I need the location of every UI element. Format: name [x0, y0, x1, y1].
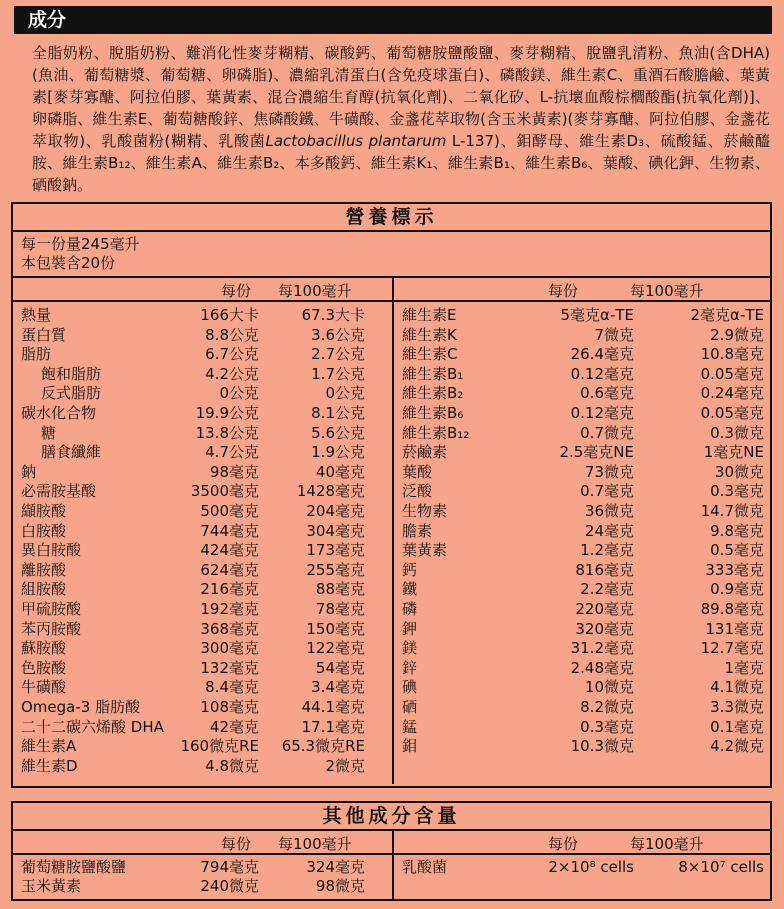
nutrition-left-per-serving: 8.8公克 [205, 325, 259, 344]
nutrition-left-per-100ml: 44.1毫克 [301, 698, 365, 716]
nutrition-right-per-100ml: 0.1毫克 [710, 717, 764, 736]
other-right-row [394, 858, 772, 877]
nutrition-right-per-serving: 24毫克 [584, 521, 634, 540]
nutrition-right-per-100ml: 0.3微克 [710, 423, 764, 442]
other-left-per-100ml: 324毫克 [306, 858, 365, 876]
nutrition-left-per-serving: 368毫克 [200, 619, 259, 638]
nutrition-right-per-serving: 7微克 [594, 325, 634, 344]
nutrition-left-per-serving: 192毫克 [200, 600, 259, 618]
nutrition-left-per-serving: 19.9公克 [195, 404, 259, 422]
other-left-row [13, 877, 391, 896]
nutrition-right-per-100ml: 12.7毫克 [700, 639, 764, 658]
nutrition-facts-table [11, 202, 772, 788]
nutrition-left-name: Omega-3 脂肪酸 [21, 698, 141, 716]
nutrition-left-per-100ml: 54毫克 [315, 658, 365, 677]
nutrition-left-name: 碳水化合物 [21, 404, 97, 422]
other-left-per-100ml: 98微克 [315, 877, 365, 895]
nutrition-left-row [13, 502, 391, 521]
col-per-serving-right: 每份 [548, 282, 579, 300]
nutrition-left-row [13, 639, 391, 658]
nutrition-right-per-100ml: 0.3毫克 [710, 482, 764, 501]
ingredients-part-2: L-137)、鉬酵母、維生素D₃、硫酸錳、菸鹼醯胺、維生素B₁₂、維生素A、維生素B₂、本多酸鈣、維生素K₁、維生素B₁、維生素B₆、葉酸、碘化鉀、生物素、硒酸鈉。 [32, 132, 770, 194]
nutrition-right-per-serving: 10.3微克 [570, 737, 634, 756]
other-col-per-100-right: 每100毫升 [630, 835, 704, 853]
other-column-header [13, 831, 770, 855]
nutrition-left-row [13, 326, 391, 345]
nutrition-left-per-serving: 42毫克 [209, 717, 259, 736]
nutrition-right-per-100ml: 131毫克 [705, 619, 764, 638]
nutrition-left-row [13, 541, 391, 560]
nutrition-right-per-serving: 73微克 [584, 462, 634, 481]
nutrition-left-row [13, 659, 391, 678]
nutrition-left-per-100ml: 5.6公克 [311, 423, 365, 442]
nutrition-left-row [13, 561, 391, 580]
nutrition-left-name: 蘇胺酸 [21, 639, 67, 658]
servings-per-pack: 本包裝含20份 [21, 254, 116, 272]
nutrition-left-per-100ml: 122毫克 [306, 639, 365, 658]
nutrition-left-name: 白胺酸 [21, 521, 67, 540]
nutrition-left-per-serving: 160微克RE [180, 737, 259, 756]
col-per-100-left: 每100毫升 [278, 282, 352, 300]
nutrition-left-per-100ml: 3.4毫克 [311, 678, 365, 697]
nutrition-right-per-serving: 31.2毫克 [570, 639, 634, 658]
nutrition-left-per-serving: 216毫克 [200, 580, 259, 599]
nutrition-right-per-100ml: 0.9毫克 [710, 580, 764, 599]
nutrition-left-per-serving: 6.7公克 [205, 345, 259, 364]
nutrition-right-row [394, 482, 772, 501]
other-right-per-serving: 2×10⁸ cells [548, 858, 634, 876]
nutrition-right-per-serving: 10微克 [584, 678, 634, 697]
nutrition-right-row [394, 718, 772, 737]
nutrition-right-name: 維生素B₂ [402, 384, 464, 403]
nutrition-left-per-serving: 166大卡 [200, 306, 259, 324]
nutrition-left-per-serving: 8.4毫克 [205, 678, 259, 697]
nutrition-left-per-100ml: 150毫克 [306, 619, 365, 638]
nutrition-left-row [13, 600, 391, 619]
nutrition-left-per-100ml: 40毫克 [315, 462, 365, 481]
other-components-table [11, 801, 772, 901]
nutrition-right-per-serving: 1.2毫克 [580, 541, 634, 560]
nutrition-left-name: 脂肪 [21, 345, 52, 364]
other-left-name: 葡萄糖胺鹽酸鹽 [21, 858, 127, 876]
nutrition-right-row [394, 443, 772, 462]
nutrition-left-name: 蛋白質 [21, 325, 67, 344]
nutrition-left-per-serving: 300毫克 [200, 639, 259, 658]
nutrition-right-row [394, 463, 772, 482]
nutrition-left-per-100ml: 1428毫克 [296, 482, 365, 501]
nutrition-right-per-100ml: 2毫克α-TE [690, 306, 764, 324]
nutrition-right-per-100ml: 1毫克 [724, 658, 764, 677]
nutrition-left-row [13, 580, 391, 599]
nutrition-right-name: 維生素C [402, 345, 458, 364]
nutrition-left-per-serving: 132毫克 [200, 658, 259, 677]
nutrition-right-row [394, 522, 772, 541]
nutrition-left-per-serving: 4.2公克 [205, 364, 259, 383]
nutrition-left-name: 糖 [41, 423, 57, 442]
nutrition-left-per-serving: 500毫克 [200, 502, 259, 520]
nutrition-left-row [13, 424, 391, 443]
nutrition-right-per-100ml: 4.2微克 [710, 737, 764, 756]
nutrition-left-name: 維生素D [21, 756, 78, 775]
nutrition-right-per-serving: 220毫克 [575, 600, 634, 618]
nutrition-left-per-serving: 3500毫克 [190, 482, 259, 501]
other-left-per-serving: 240微克 [200, 877, 259, 895]
nutrition-left-per-100ml: 2微克 [325, 756, 365, 775]
nutrition-right-per-serving: 0.6毫克 [580, 384, 634, 403]
nutrition-right-name: 鉀 [402, 619, 418, 638]
nutrition-right-per-serving: 26.4毫克 [570, 345, 634, 364]
nutrition-right-row [394, 639, 772, 658]
nutrition-right-name: 磷 [402, 600, 418, 618]
nutrition-right-row [394, 698, 772, 717]
nutrition-right-per-100ml: 0.05毫克 [700, 364, 764, 383]
ingredients-part-1: 全脂奶粉、脫脂奶粉、難消化性麥芽糊精、碳酸鈣、葡萄糖胺鹽酸鹽、麥芽糊精、脫鹽乳清粉、魚油(含DHA)(魚油、葡萄糖漿、葡萄糖、卵磷脂)、濃縮乳清蛋白(含免疫球蛋白)、磷酸鎂、維生素C、重酒石酸膽鹼、葉黃素[麥芽寡醣、阿拉伯膠、葉黃素、混合濃縮生育醇(抗氧化劑)、二氧化矽、L-抗壞血酸棕櫚酸酯(抗氧化劑)]、卵磷脂、維生素E、葡萄糖酸鋅、焦磷酸鐵、牛磺酸、金盞花萃取物(含玉米黃素)(麥芽寡醣、阿拉伯膠、金盞花萃取物)、乳酸菌粉(糊精、乳酸菌 [32, 44, 770, 150]
nutrition-left-per-100ml: 255毫克 [306, 560, 365, 579]
nutrition-left-row [13, 345, 391, 364]
nutrition-left-per-100ml: 2.7公克 [311, 345, 365, 364]
nutrition-right-name: 碘 [402, 678, 418, 697]
nutrition-right-per-serving: 36微克 [584, 502, 634, 520]
nutrition-heading: 營養標示 [13, 204, 770, 232]
nutrition-left-name: 組胺酸 [21, 580, 67, 599]
nutrition-right-name: 葉酸 [402, 462, 433, 481]
nutrition-right-row [394, 580, 772, 599]
nutrition-right-per-serving: 320毫克 [575, 619, 634, 638]
nutrition-left-row [13, 443, 391, 462]
nutrition-left-per-serving: 624毫克 [200, 560, 259, 579]
nutrition-right-row [394, 365, 772, 384]
other-right-name: 乳酸菌 [402, 858, 448, 876]
nutrition-left-row [13, 737, 391, 756]
nutrition-right-row [394, 326, 772, 345]
nutrition-right-row [394, 737, 772, 756]
nutrition-left-per-serving: 4.7公克 [205, 443, 259, 462]
serving-info [13, 232, 770, 278]
nutrition-left-name: 甲硫胺酸 [21, 600, 82, 618]
nutrition-right-row [394, 620, 772, 639]
nutrition-right-per-serving: 2.2毫克 [580, 580, 634, 599]
nutrition-right-row [394, 561, 772, 580]
other-left-per-serving: 794毫克 [200, 858, 259, 876]
nutrition-left-row [13, 522, 391, 541]
nutrition-right-per-100ml: 3.3微克 [710, 698, 764, 716]
nutrition-left-name: 色胺酸 [21, 658, 67, 677]
serving-size: 每一份量245毫升 [21, 235, 140, 253]
nutrition-right-name: 鈣 [402, 560, 418, 579]
nutrition-right-per-serving: 0.7毫克 [580, 482, 634, 501]
nutrition-left-name: 苯丙胺酸 [21, 619, 82, 638]
nutrition-left-name: 熱量 [21, 306, 52, 324]
nutrition-right-per-100ml: 30微克 [714, 462, 764, 481]
nutrition-right-per-100ml: 1毫克NE [703, 443, 764, 462]
nutrition-right-row [394, 384, 772, 403]
nutrition-left-name: 飽和脂肪 [41, 364, 102, 383]
ingredients-text [32, 42, 770, 196]
nutrition-left-name: 異白胺酸 [21, 541, 82, 560]
nutrition-left-per-serving: 98毫克 [209, 462, 259, 481]
nutrition-right-name: 葉黃素 [402, 541, 448, 560]
nutrition-left-per-100ml: 173毫克 [306, 541, 365, 560]
nutrition-right-per-100ml: 89.8毫克 [700, 600, 764, 618]
nutrition-right-row [394, 659, 772, 678]
nutrition-right-name: 錳 [402, 717, 418, 736]
nutrition-right-row [394, 424, 772, 443]
other-left-name: 玉米黃素 [21, 877, 82, 895]
nutrition-left-row [13, 757, 391, 776]
nutrition-right-name: 維生素E [402, 306, 457, 324]
nutrition-right-name: 維生素B₁₂ [402, 423, 470, 442]
nutrition-left-row [13, 306, 391, 325]
ingredients-species: Lactobacillus plantarum [265, 132, 447, 150]
other-heading: 其他成分含量 [13, 803, 770, 831]
other-col-per-100-left: 每100毫升 [278, 835, 352, 853]
nutrition-left-row [13, 463, 391, 482]
nutrition-right-name: 鎂 [402, 639, 418, 658]
nutrition-right-per-serving: 816毫克 [575, 560, 634, 579]
nutrition-left-per-100ml: 8.1公克 [311, 404, 365, 422]
nutrition-left-per-serving: 13.8公克 [195, 423, 259, 442]
nutrition-left-per-100ml: 1.9公克 [311, 443, 365, 462]
nutrition-left-per-100ml: 65.3微克RE [281, 737, 365, 756]
nutrition-left-per-100ml: 17.1毫克 [301, 717, 365, 736]
nutrition-right-per-100ml: 10.8毫克 [700, 345, 764, 364]
nutrition-right-per-100ml: 9.8毫克 [710, 521, 764, 540]
nutrition-left-row [13, 678, 391, 697]
col-per-serving-left: 每份 [221, 282, 252, 300]
nutrition-left-name: 反式脂肪 [41, 384, 102, 403]
nutrition-right-row [394, 306, 772, 325]
nutrition-right-per-serving: 8.2微克 [580, 698, 634, 716]
nutrition-right-name: 維生素B₁ [402, 364, 464, 383]
nutrition-right-name: 鐵 [402, 580, 418, 599]
nutrition-left-per-100ml: 1.7公克 [311, 364, 365, 383]
nutrition-right-per-serving: 0.7微克 [580, 423, 634, 442]
other-rows [13, 855, 770, 899]
nutrition-left-per-serving: 108毫克 [200, 698, 259, 716]
nutrition-right-row [394, 404, 772, 423]
nutrition-right-name: 維生素B₆ [402, 404, 464, 422]
nutrition-right-per-serving: 0.3毫克 [580, 717, 634, 736]
nutrition-right-per-100ml: 4.1微克 [710, 678, 764, 697]
nutrition-left-name: 離胺酸 [21, 560, 67, 579]
nutrition-left-per-100ml: 204毫克 [306, 502, 365, 520]
nutrition-right-row [394, 678, 772, 697]
nutrition-left-name: 二十二碳六烯酸 DHA [21, 717, 164, 736]
nutrition-right-name: 硒 [402, 698, 418, 716]
nutrition-right-name: 膽素 [402, 521, 433, 540]
nutrition-right-name: 鉬 [402, 737, 418, 756]
nutrition-right-name: 菸鹼素 [402, 443, 448, 462]
nutrition-right-per-100ml: 0.05毫克 [700, 404, 764, 422]
nutrition-right-per-100ml: 14.7微克 [700, 502, 764, 520]
nutrition-left-row [13, 718, 391, 737]
nutrition-left-per-serving: 424毫克 [200, 541, 259, 560]
nutrition-left-name: 鈉 [21, 462, 37, 481]
nutrition-right-per-serving: 2.48毫克 [570, 658, 634, 677]
other-col-per-serving-left: 每份 [221, 835, 252, 853]
nutrition-left-name: 牛磺酸 [21, 678, 67, 697]
nutrition-left-per-serving: 4.8微克 [205, 756, 259, 775]
nutrition-right-row [394, 541, 772, 560]
nutrition-left-per-100ml: 0公克 [325, 384, 365, 403]
nutrition-left-row [13, 404, 391, 423]
nutrition-left-per-serving: 0公克 [219, 384, 259, 403]
other-left-row [13, 858, 391, 877]
nutrition-right-per-serving: 0.12毫克 [570, 364, 634, 383]
nutrition-right-row [394, 502, 772, 521]
nutrition-right-row [394, 345, 772, 364]
nutrition-right-per-serving: 0.12毫克 [570, 404, 634, 422]
nutrition-right-name: 生物素 [402, 502, 448, 520]
nutrition-right-per-100ml: 0.5毫克 [710, 541, 764, 560]
col-per-100-right: 每100毫升 [630, 282, 704, 300]
nutrition-left-per-100ml: 3.6公克 [311, 325, 365, 344]
nutrition-left-name: 必需胺基酸 [21, 482, 97, 501]
nutrition-left-per-100ml: 78毫克 [315, 600, 365, 618]
section-title: 成分 [14, 6, 772, 34]
nutrition-left-name: 膳食纖維 [41, 443, 102, 462]
nutrition-right-per-100ml: 0.24毫克 [700, 384, 764, 403]
nutrition-left-name: 維生素A [21, 737, 77, 756]
nutrition-left-per-100ml: 67.3大卡 [301, 306, 365, 324]
nutrition-left-per-serving: 744毫克 [200, 521, 259, 540]
nutrition-right-per-serving: 5毫克α-TE [560, 306, 634, 324]
nutrition-left-per-100ml: 88毫克 [315, 580, 365, 599]
nutrition-right-per-100ml: 2.9微克 [710, 325, 764, 344]
nutrition-right-per-100ml: 333毫克 [705, 560, 764, 579]
nutrition-column-header [13, 278, 770, 302]
other-right-per-100ml: 8×10⁷ cells [678, 858, 764, 876]
nutrition-left-row [13, 698, 391, 717]
nutrition-left-name: 纈胺酸 [21, 502, 67, 520]
nutrition-rows [13, 302, 770, 784]
nutrition-left-row [13, 365, 391, 384]
nutrition-right-per-serving: 2.5毫克NE [559, 443, 634, 462]
nutrition-left-row [13, 620, 391, 639]
other-col-per-serving-right: 每份 [548, 835, 579, 853]
nutrition-left-per-100ml: 304毫克 [306, 521, 365, 540]
nutrition-right-name: 泛酸 [402, 482, 433, 501]
nutrition-right-name: 鋅 [402, 658, 418, 677]
nutrition-right-name: 維生素K [402, 325, 457, 344]
nutrition-right-row [394, 600, 772, 619]
nutrition-left-row [13, 482, 391, 501]
nutrition-left-row [13, 384, 391, 403]
